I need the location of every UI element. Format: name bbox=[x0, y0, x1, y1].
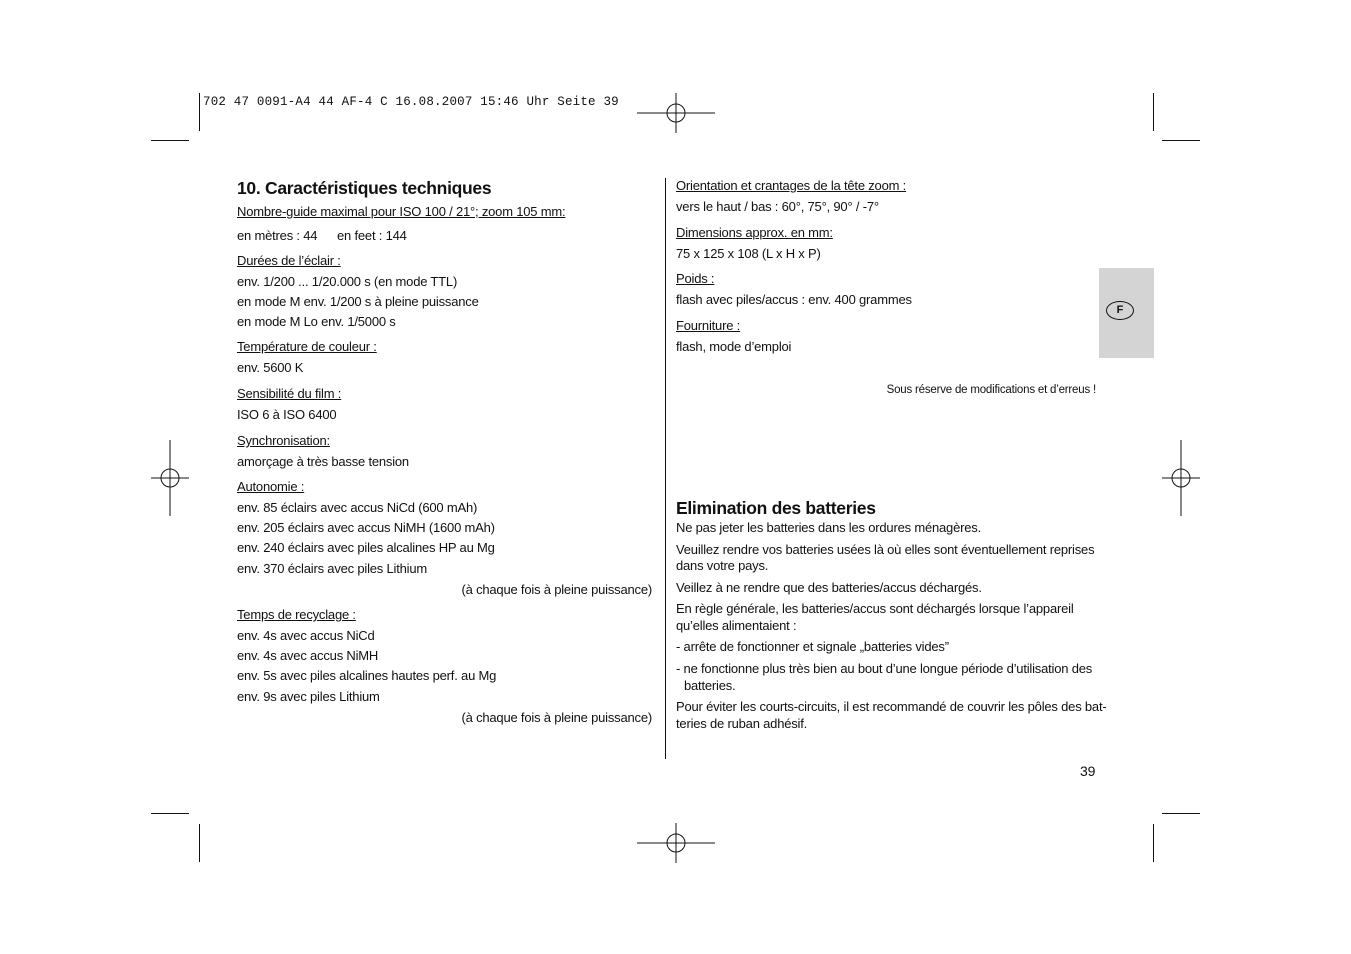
guide-number-feet: en feet : 144 bbox=[337, 228, 407, 243]
disposal-bullet: - arrête de fonctionner et signale „batteries vides” bbox=[676, 639, 949, 654]
disposal-paragraph: teries de ruban adhésif. bbox=[676, 716, 808, 731]
film-speed-label: Sensibilité du film : bbox=[237, 386, 342, 401]
dimensions-label: Dimensions approx. en mm: bbox=[676, 225, 833, 240]
disposal-paragraph: dans votre pays. bbox=[676, 558, 769, 573]
column-divider bbox=[665, 178, 666, 759]
orientation-label: Orientation et crantages de la tête zoom : bbox=[676, 178, 907, 193]
guide-number-label: Nombre-guide maximal pour ISO 100 / 21°; zoom 105 mm: bbox=[237, 204, 566, 219]
guide-number-meters: en mètres : 44 bbox=[237, 228, 318, 243]
supplied-label: Fourniture : bbox=[676, 318, 741, 333]
sync-label: Synchronisation: bbox=[237, 433, 330, 448]
flash-duration-line: en mode M Lo env. 1/5000 s bbox=[237, 314, 396, 329]
autonomy-line: env. 370 éclairs avec piles Lithium bbox=[237, 561, 428, 576]
color-temp-label: Température de couleur : bbox=[237, 339, 377, 354]
page-number: 39 bbox=[1080, 763, 1096, 779]
film-speed-value: ISO 6 à ISO 6400 bbox=[237, 407, 337, 422]
disposal-paragraph: Veuillez rendre vos batteries usées là où elles sont éventuellement reprises bbox=[676, 542, 1095, 557]
weight-value: flash avec piles/accus : env. 400 grammes bbox=[676, 292, 912, 307]
recycle-line: env. 4s avec accus NiCd bbox=[237, 628, 375, 643]
disposal-title: Elimination des batteries bbox=[676, 498, 876, 518]
recycle-line: env. 5s avec piles alcalines hautes perf. au Mg bbox=[237, 668, 497, 683]
disposal-paragraph: En règle générale, les batteries/accus sont déchargés lorsque l’appareil bbox=[676, 601, 1074, 616]
disposal-paragraph: qu’elles alimentaient : bbox=[676, 618, 797, 633]
color-temp-value: env. 5600 K bbox=[237, 360, 304, 375]
autonomy-line: env. 205 éclairs avec accus NiMH (1600 mAh) bbox=[237, 520, 495, 535]
autonomy-label: Autonomie : bbox=[237, 479, 305, 494]
flash-duration-line: en mode M env. 1/200 s à pleine puissance bbox=[237, 294, 479, 309]
flash-duration-label: Durées de l’éclair : bbox=[237, 253, 341, 268]
flash-duration-line: env. 1/200 ... 1/20.000 s (en mode TTL) bbox=[237, 274, 458, 289]
autonomy-line: env. 85 éclairs avec accus NiCd (600 mAh) bbox=[237, 500, 478, 515]
recycle-line: env. 4s avec accus NiMH bbox=[237, 648, 379, 663]
dimensions-value: 75 x 125 x 108 (L x H x P) bbox=[676, 246, 821, 261]
print-slug: 702 47 0091-A4 44 AF-4 C 16.08.2007 15:46 Uhr Seite 39 bbox=[203, 95, 619, 109]
language-tab bbox=[1099, 268, 1154, 358]
weight-label: Poids : bbox=[676, 271, 715, 286]
language-badge: F bbox=[1106, 301, 1134, 320]
recycle-note: (à chaque fois à pleine puissance) bbox=[461, 710, 652, 725]
recycle-label: Temps de recyclage : bbox=[237, 607, 356, 622]
recycle-line: env. 9s avec piles Lithium bbox=[237, 689, 380, 704]
disposal-paragraph: Veillez à ne rendre que des batteries/accus déchargés. bbox=[676, 580, 982, 595]
autonomy-line: env. 240 éclairs avec piles alcalines HP au Mg bbox=[237, 540, 495, 555]
orientation-value: vers le haut / bas : 60°, 75°, 90° / -7° bbox=[676, 199, 879, 214]
sync-value: amorçage à très basse tension bbox=[237, 454, 409, 469]
disposal-bullet: - ne fonctionne plus très bien au bout d’une longue période d’utilisation des bbox=[676, 661, 1093, 676]
autonomy-note: (à chaque fois à pleine puissance) bbox=[461, 582, 652, 597]
disposal-bullet: batteries. bbox=[684, 678, 736, 693]
disclaimer: Sous réserve de modifications et d’erreus ! bbox=[886, 384, 1096, 396]
supplied-value: flash, mode d’emploi bbox=[676, 339, 792, 354]
disposal-paragraph: Pour éviter les courts-circuits, il est recommandé de couvrir les pôles des bat- bbox=[676, 699, 1107, 714]
disposal-paragraph: Ne pas jeter les batteries dans les ordures ménagères. bbox=[676, 520, 981, 535]
section-title: 10. Caractéristiques techniques bbox=[237, 178, 492, 198]
